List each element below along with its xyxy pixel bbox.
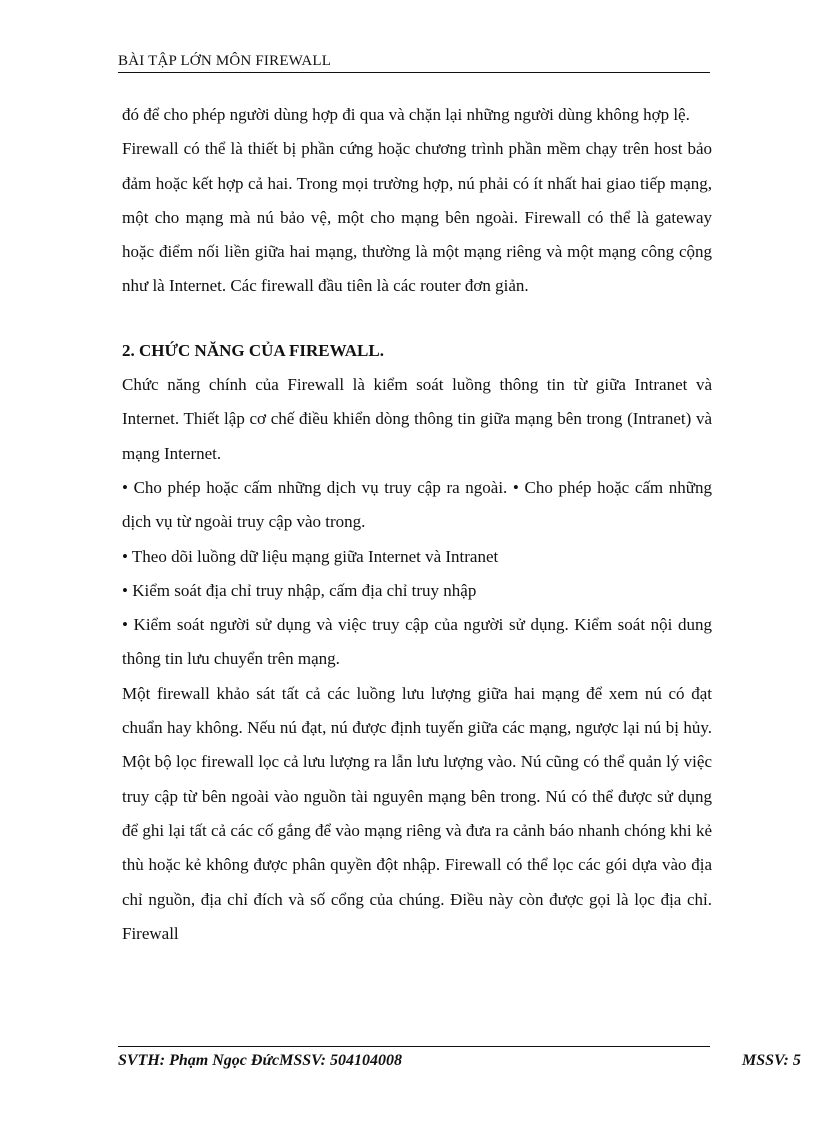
page-header (118, 52, 710, 73)
paragraph-function-main: Chức năng chính của Firewall là kiểm soát luồng thông tin từ giữa Intranet và Internet. Thiết lập cơ chế điều khiển dòng thông tin giữa mạng bên trong (Intranet) và mạng Internet. (122, 375, 712, 463)
footer-rule (118, 1046, 710, 1047)
bullet-access-control: • Cho phép hoặc cấm những dịch vụ truy cập ra ngoài. • Cho phép hoặc cấm những dịch vụ từ ngoài truy cập vào trong. (122, 477, 712, 532)
paragraph-intro-1: đó để cho phép người dùng hợp đi qua và chặn lại những người dùng không hợp lệ. (122, 105, 690, 124)
footer-page-label: MSSV: 5 (742, 1052, 801, 1069)
bullet-address-control: • Kiểm soát địa chỉ truy nhập, cấm địa chỉ truy nhập (122, 580, 477, 600)
paragraph-intro-2: Firewall có thể là thiết bị phần cứng hoặc chương trình phần mềm chạy trên host bảo đảm hoặc kết hợp cả hai. Trong mọi trường hợp, nú phải có ít nhất hai giao tiếp mạng, một cho mạng mà nú bảo vệ, một cho mạng bên ngoài. Firewall có thể là gateway hoặc điểm nối liền giữa hai mạng, thường là một mạng riêng và một mạng công cộng như là Internet. Các firewall đầu tiên là các router đơn giản. (122, 139, 712, 296)
footer-student-info: SVTH: Phạm Ngọc ĐứcMSSV: 504104008 (118, 1052, 402, 1069)
header-title: BÀI TẬP LỚN MÔN FIREWALL (118, 53, 332, 69)
bullet-user-control: • Kiểm soát người sử dụng và việc truy cập của người sử dụng. Kiểm soát nội dung thông tin lưu chuyển trên mạng. (122, 615, 712, 669)
section-heading: 2. CHỨC NĂNG CỦA FIREWALL. (122, 340, 384, 360)
document-body (122, 98, 712, 951)
paragraph-firewall-survey: Một firewall khảo sát tất cả các luồng lưu lượng giữa hai mạng để xem nú có đạt chuẩn hay không. Nếu nú đạt, nú được định tuyến giữa các mạng, ngược lại nú bị hủy. Một bộ lọc firewall lọc cả lưu lượng ra lẫn lưu lượng vào. Nú cũng có thể quản lý việc truy cập từ bên ngoài vào nguồn tài nguyên mạng bên trong. Nú có thể được sử dụng để ghi lại tất cả các cố gắng để vào mạng riêng và đưa ra cảnh báo nhanh chóng khi kẻ thù hoặc kẻ không được phân quyền đột nhập. Firewall có thể lọc các gói dựa vào địa chỉ nguồn, địa chỉ đích và số cổng của chúng. Điều này còn được gọi là lọc địa chỉ. Firewall (122, 683, 712, 943)
bullet-monitor-traffic: • Theo dõi luồng dữ liệu mạng giữa Internet và Intranet (122, 546, 499, 566)
